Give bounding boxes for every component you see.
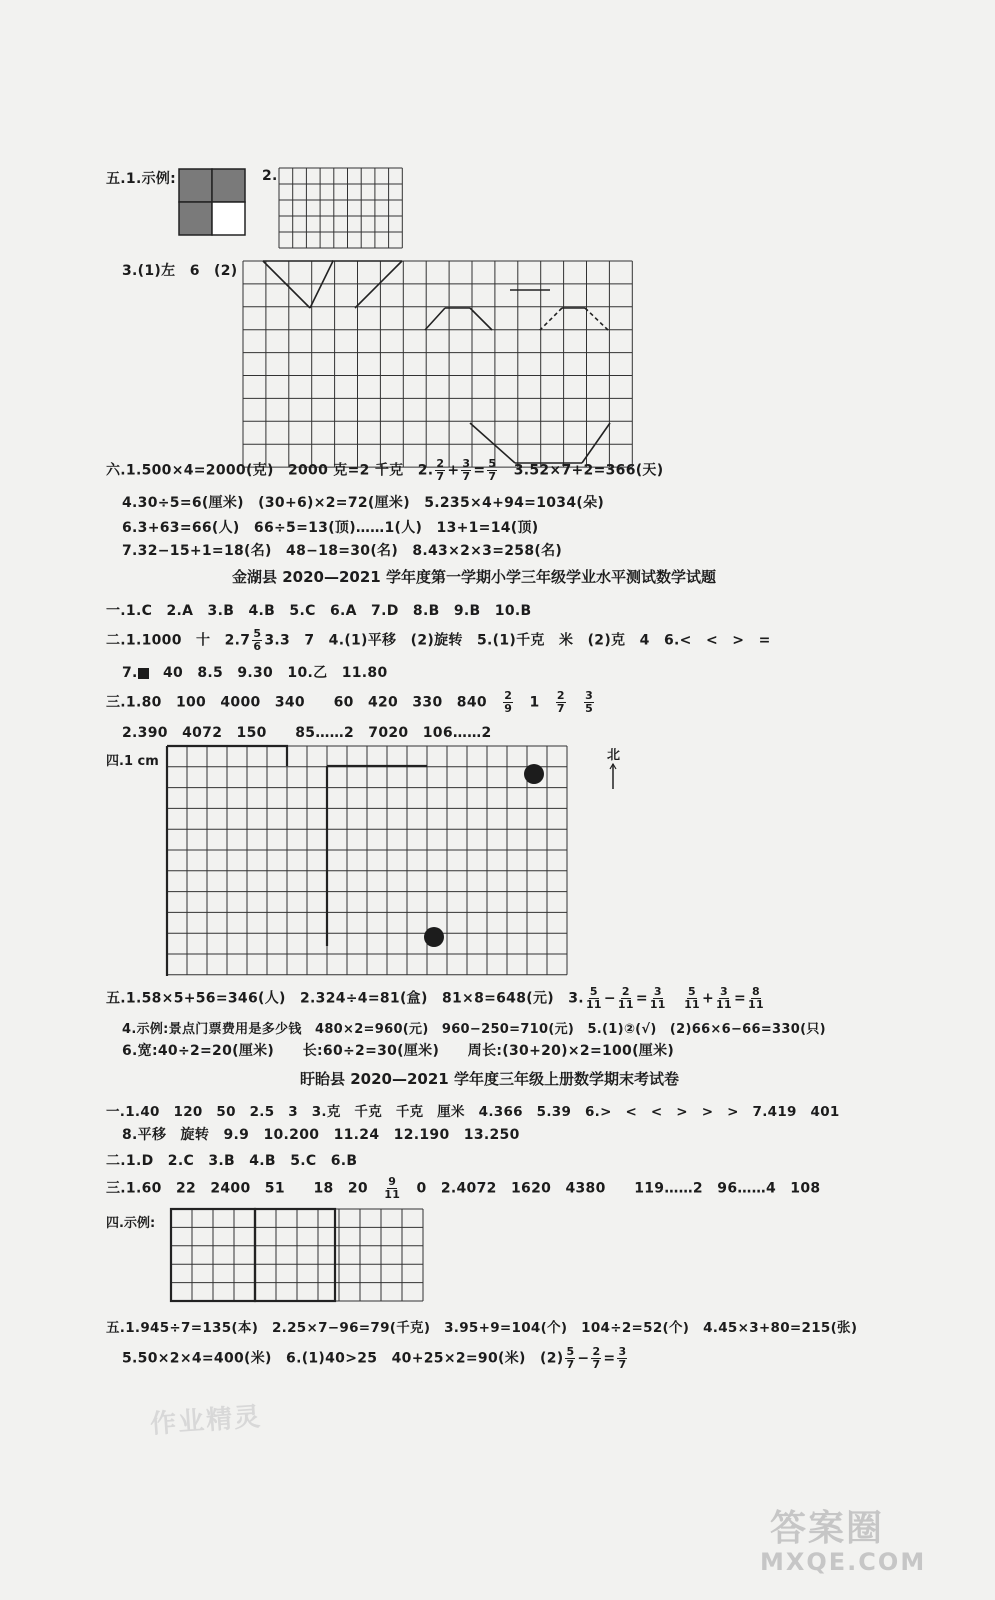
stamp-watermark: 作业精灵 [149,1402,264,1440]
fraction: $\frac{5}{7}$ [566,1345,575,1371]
xy-line-2: 8.平移 旋转 9.9 10.200 11.24 12.190 13.250 [122,1127,520,1143]
fraction: $\frac{3}{11}$ [649,985,666,1011]
north-label: 北 [607,748,621,763]
fraction: $\frac{3}{7}$ [462,457,471,483]
xy-line-1: 一.1.40 120 50 2.5 3 3.克 千克 千克 厘米 4.366 5.39 6.> < < > > > 7.419 401 [106,1104,840,1120]
xy-line-5: 五.1.945÷7=135(本) 2.25×7−96=79(千克) 3.95+9=104(个) 104÷2=52(个) 4.45×3+80=215(张) [106,1320,858,1336]
jh-s5-line-2: 4.示例:景点门票费用是多少钱 480×2=960(元) 960−250=710(元) 5.(1)②(√) (2)66×6−66=330(只) [122,1022,826,1037]
site-url-watermark: MXQE.COM [760,1548,927,1576]
exam-title-xuyi: 盱眙县 2020—2021 学年度三年级上册数学期末考试卷 [300,1070,679,1088]
fraction: $\frac{9}{11}$ [384,1175,401,1201]
grid-lines [243,261,632,467]
fraction: $\frac{2}{7}$ [556,689,565,715]
jh-s5-line-1: 五.1.58×5+56=346(人) 2.324÷4=81(盒) 81×8=648(元) 3. $\frac{5}{11}$ − $\frac{2}{11}$ = $\frac{3}{11}$ $\frac{5}{11}$ + $\frac{3}{11}$ = $\frac{8}{11}$ [106,985,764,1011]
pattern-grid [240,258,634,470]
jh-s5-line-3: 6.宽:40÷2=20(厘米) 长:60÷2=30(厘米) 周长:(30+20)×2=100(厘米) [122,1043,675,1059]
s6-line-4: 7.32−15+1=18(名) 48−18=30(名) 8.43×2×3=258(名) [122,543,563,559]
s5-q2-label: 2. [262,168,278,184]
fraction: $\frac{5}{7}$ [488,457,497,483]
fraction: $\frac{3}{5}$ [585,689,594,715]
grid-lines [171,1209,423,1301]
fraction: $\frac{5}{11}$ [684,985,700,1011]
location-dot [524,764,544,784]
fraction: $\frac{2}{9}$ [504,689,513,715]
fraction: $\frac{3}{11}$ [716,985,732,1011]
shaded-square-figure [178,168,246,236]
example-grid [168,1206,426,1306]
fraction: $\frac{2}{11}$ [617,985,634,1011]
jh-s4-label: 四.1 cm [106,754,159,769]
jh-line-2: 二.1.1000 十 2.7 $\frac{5}{6}$ 3.3 7 4.(1)平移 (2)旋转 5.(1)千克 米 (2)克 4 6.< < > = [106,627,771,653]
jh-line-4: 三.1.80 100 4000 340 60 420 330 840 $\frac{2}{9}$ 1 $\frac{2}{7}$ $\frac{3}{5}$ [106,689,594,715]
s6-line-2: 4.30÷5=6(厘米) (30+6)×2=72(厘米) 5.235×4+94=1034(朵) [122,495,605,511]
site-watermark: 答案圈 [770,1508,885,1549]
s5-q3-label: 3.(1)左 6 (2) [122,263,238,279]
s6-line-1: 六.1.500×4=2000(克) 2000 克=2 千克 2. $\frac{2}{7}$ + $\frac{3}{7}$ = $\frac{5}{7}$ 3.52×7+2=366(天) [106,457,664,483]
fraction: $\frac{2}{7}$ [436,457,445,483]
s6-line-3: 6.3+63=66(人) 66÷5=13(顶)……1(人) 13+1=14(顶) [122,520,539,536]
small-grid [277,166,405,250]
s5-label: 五.1.示例: [106,171,177,187]
fraction: $\frac{2}{7}$ [592,1345,601,1371]
xy-line-6: 5.50×2×4=400(米) 6.(1)40>25 40+25×2=90(米) (2) $\frac{5}{7}$ − $\frac{2}{7}$ = $\frac{3}{7}$ [122,1345,627,1371]
fraction: $\frac{5}{11}$ [585,985,602,1011]
grid-lines [167,746,567,975]
jh-line-3: 7. 40 8.5 9.30 10.乙 11.80 [122,665,388,681]
location-dot [424,927,444,947]
fraction: $\frac{3}{7}$ [618,1345,627,1371]
black-square-icon [138,668,149,679]
xy-line-4: 三.1.60 22 2400 51 18 20 $\frac{9}{11}$ 0 2.4072 1620 4380 119……2 96……4 108 [106,1175,821,1201]
exam-title-jinhu: 金湖县 2020—2021 学年度第一学期小学三年级学业水平测试数学试题 [232,568,716,586]
grid-lines [279,168,402,248]
fraction: $\frac{8}{11}$ [747,985,764,1011]
fraction: $\frac{5}{6}$ [253,627,262,653]
north-arrow-icon [608,762,620,790]
map-grid [160,743,570,981]
jh-line-1: 一.1.C 2.A 3.B 4.B 5.C 6.A 7.D 8.B 9.B 10.B [106,603,532,619]
xy-line-3: 二.1.D 2.C 3.B 4.B 5.C 6.B [106,1153,358,1169]
xy-s4-label: 四.示例: [106,1216,156,1231]
jh-line-5: 2.390 4072 150 85……2 7020 106……2 [122,725,492,741]
